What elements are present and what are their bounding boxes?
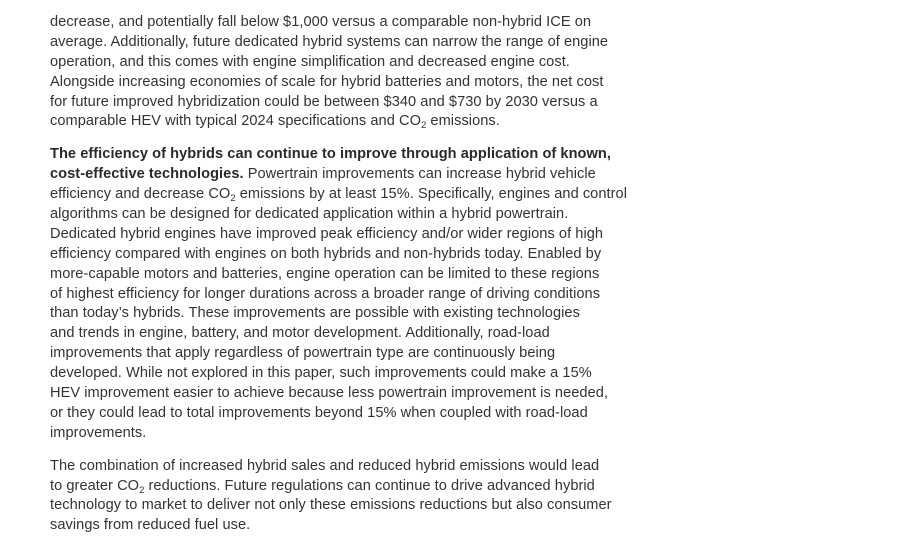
text-line: average. Additionally, future dedicated hybrid systems can narrow the range of engine bbox=[50, 33, 609, 50]
text-line: and trends in engine, battery, and motor development. Additionally, road-load bbox=[50, 325, 550, 342]
text-line bbox=[50, 477, 656, 497]
text-line: The combination of increased hybrid sales and reduced hybrid emissions would lead bbox=[50, 457, 600, 474]
text-line: of highest efficiency for longer durations across a broader range of driving conditions bbox=[50, 285, 601, 302]
bold-lead-segment: cost-effective technologies. bbox=[50, 166, 244, 183]
text-segment: efficiency and decrease CO bbox=[50, 186, 231, 203]
text-line: HEV improvement easier to achieve because less powertrain improvement is needed, bbox=[50, 385, 609, 402]
text-line: or they could lead to total improvements beyond 15% when coupled with road-load bbox=[50, 404, 588, 421]
text-segment: emissions. bbox=[426, 113, 500, 130]
bold-lead-line: The efficiency of hybrids can continue to improve through application of known, bbox=[50, 146, 611, 163]
text-line: than today’s hybrids. These improvements are possible with existing technologies bbox=[50, 305, 580, 322]
text-line: improvements that apply regardless of powertrain type are continuously being bbox=[50, 345, 556, 362]
subscript: 2 bbox=[420, 120, 427, 132]
text-line: more-capable motors and batteries, engine operation can be limited to these regions bbox=[50, 265, 600, 282]
text-line bbox=[50, 185, 656, 205]
subscript: 2 bbox=[139, 484, 145, 496]
text-line bbox=[50, 112, 656, 132]
paragraph-conclusion bbox=[50, 457, 656, 537]
text-line: improvements. bbox=[50, 424, 147, 441]
text-segment: to greater CO bbox=[50, 477, 140, 494]
text-line: operation, and this comes with engine simplification and decreased engine cost. bbox=[50, 53, 570, 70]
text-line: savings from reduced fuel use. bbox=[50, 517, 251, 534]
paragraph-efficiency bbox=[50, 145, 656, 443]
text-segment: emissions by at least 15%. Specifically, engines and control bbox=[235, 186, 627, 203]
text-segment: Powertrain improvements can increase hybrid vehicle bbox=[243, 166, 596, 183]
subscript: 2 bbox=[230, 193, 236, 205]
text-line bbox=[50, 165, 656, 185]
text-segment: reductions. Future regulations can continue to drive advanced hybrid bbox=[144, 477, 595, 494]
text-line: efficiency compared with engines on both hybrids and non-hybrids today. Enabled by bbox=[50, 245, 602, 262]
text-line: algorithms can be designed for dedicated application within a hybrid powertrain. bbox=[50, 206, 569, 223]
text-line: technology to market to deliver not only these emissions reductions but also consumer bbox=[50, 497, 612, 514]
paragraph-cost bbox=[50, 13, 656, 132]
text-line: Dedicated hybrid engines have improved peak efficiency and/or wider regions of high bbox=[50, 225, 604, 242]
text-line: developed. While not explored in this paper, such improvements could make a 15% bbox=[50, 365, 592, 382]
text-line: Alongside increasing economies of scale for hybrid batteries and motors, the net cost bbox=[50, 73, 604, 90]
text-line: decrease, and potentially fall below $1,000 versus a comparable non-hybrid ICE on bbox=[50, 14, 592, 30]
document-body bbox=[50, 13, 656, 549]
text-line: for future improved hybridization could be between $340 and $730 by 2030 versus a bbox=[50, 93, 598, 110]
text-segment: comparable HEV with typical 2024 specifications and CO bbox=[50, 113, 421, 130]
